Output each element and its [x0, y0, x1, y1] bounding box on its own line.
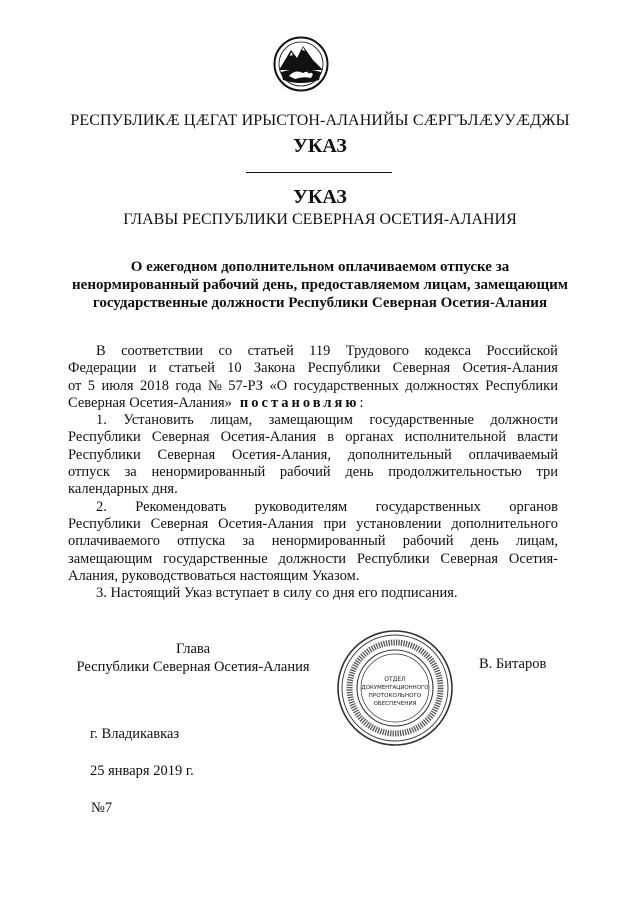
word: отпуска: [177, 533, 226, 550]
heading-line: государственные должности Республики Северная Осетия-Алания: [92, 295, 548, 311]
word: 2018: [139, 377, 169, 394]
decree-body: [68, 343, 558, 602]
word: Осетия-Алания: [218, 515, 314, 532]
body-line-decree: [68, 395, 558, 412]
word: 10: [227, 360, 242, 377]
word: власти: [517, 429, 558, 446]
word: рабочий: [402, 533, 454, 550]
decree-subtitle: ГЛАВЫ РЕСПУБЛИКИ СЕВЕРНАЯ ОСЕТИЯ-АЛАНИЯ: [123, 211, 517, 228]
word: в: [327, 429, 335, 446]
word: государственные: [369, 412, 474, 429]
word: отпуск: [68, 464, 110, 481]
word: Республики: [485, 377, 558, 394]
word: №: [207, 377, 222, 394]
body-text-fragment: Северная Осетия-Алания»: [68, 394, 232, 411]
body-line: [68, 429, 558, 446]
word: за: [242, 533, 255, 550]
official-seal-stamp: [335, 628, 455, 748]
word: исполнительной: [404, 429, 506, 446]
word: Республики: [307, 360, 381, 377]
word: установлении: [356, 515, 442, 532]
word: июля: [101, 377, 134, 394]
word: оплачиваемого: [68, 533, 160, 550]
body-line: [68, 499, 558, 516]
seal-text: ДОКУМЕНТАЦИОННОГО: [361, 685, 429, 691]
word: 5: [87, 377, 96, 394]
word: три: [536, 464, 558, 481]
word: со: [218, 343, 233, 359]
word: 1.: [96, 412, 107, 429]
body-line: [68, 360, 558, 377]
word: оплачиваемый: [468, 446, 558, 463]
body-line: [68, 412, 558, 429]
word: ненормированный: [271, 533, 386, 550]
word: кодекса: [424, 343, 472, 359]
word: Северная: [151, 429, 210, 446]
divider-line: [246, 172, 392, 173]
word: день: [345, 464, 374, 481]
body-line: Алания, руководствоваться настоящим Указом.: [68, 567, 360, 584]
republic-name-ossetian: РЕСПУБЛИКӔ ЦӔГАТ ИРЫСТОН-АЛАНИЙЫ СӔРГЪЛӔУУӔДЖЫ: [70, 112, 570, 129]
signatory-title: [68, 640, 318, 676]
word: Установить: [123, 412, 194, 429]
decree-number: №7: [91, 800, 113, 816]
word: дополнительного: [451, 515, 558, 532]
word: органов: [509, 498, 558, 515]
word: соответствии: [121, 343, 204, 359]
word: Республики: [68, 446, 141, 463]
word: года: [175, 377, 202, 394]
body-line: [68, 516, 558, 533]
word: продолжительностью: [388, 464, 522, 481]
word: Рекомендовать: [135, 498, 227, 515]
signatory-title-line: Глава: [175, 641, 211, 657]
word: Республики: [68, 515, 141, 532]
word: лицам,: [516, 533, 558, 550]
body-line: [68, 533, 558, 550]
body-line: календарных дня.: [68, 481, 178, 498]
decree-heading: [60, 258, 580, 312]
word: Северная: [440, 550, 499, 567]
issue-date: 25 января 2019 г.: [90, 763, 194, 779]
word: за: [124, 464, 137, 481]
signatory-name: В. Битаров: [479, 656, 547, 672]
word: государственные: [163, 550, 268, 567]
seal-text: ПРОТОКОЛЬНОГО: [368, 693, 422, 699]
word: Федерации: [68, 360, 137, 377]
word: и: [148, 360, 157, 377]
body-line: [68, 343, 558, 360]
word: Трудового: [345, 343, 409, 359]
word: дополнительный: [347, 446, 452, 463]
decree-word: постановляю: [239, 394, 360, 411]
word: статьей: [168, 360, 215, 377]
word: замещающим: [268, 412, 353, 429]
word: Осетия-Алания: [220, 429, 317, 446]
word: 57-РЗ: [228, 377, 264, 394]
word: «О: [269, 377, 288, 394]
body-line: [68, 551, 558, 568]
heading-line: ненормированный рабочий день, предоставляемом лицам, замещающим: [72, 277, 568, 293]
word: от: [68, 377, 82, 394]
body-line: 3. Настоящий Указ вступает в силу со дня его подписания.: [96, 585, 458, 602]
word: В: [96, 343, 106, 359]
word: Республики: [356, 550, 430, 567]
word: Осетия-Алания: [462, 360, 558, 377]
decree-colon: :: [359, 394, 364, 411]
word: должности: [278, 550, 347, 567]
word: руководителям: [254, 498, 348, 515]
body-line: [68, 378, 558, 395]
word: Северная: [392, 360, 451, 377]
issue-city: г. Владикавказ: [90, 726, 180, 742]
word: при: [323, 515, 347, 532]
word: государственных: [293, 377, 399, 394]
word: день: [470, 533, 499, 550]
word: Северная: [157, 446, 216, 463]
decree-title-ossetian: УКАЗ: [293, 135, 347, 157]
seal-text: ОТДЕЛ: [384, 676, 406, 683]
word: Северная: [150, 515, 209, 532]
body-line: [68, 447, 558, 464]
word: Осетия-Алания,: [231, 446, 331, 463]
word: Российской: [486, 343, 558, 359]
heading-line: О ежегодном дополнительном оплачиваемом отпуске за: [130, 259, 510, 275]
word: Осетия-: [508, 550, 558, 567]
word: ненормированный: [151, 464, 266, 481]
word: органах: [345, 429, 394, 446]
coat-of-arms-emblem: [273, 36, 329, 92]
body-line: [68, 464, 558, 481]
word: замещающим: [68, 550, 153, 567]
seal-text: ОБЕСПЕЧЕНИЯ: [373, 701, 417, 707]
word: 119: [309, 343, 331, 359]
word: должности: [490, 412, 558, 429]
signatory-title-line: Республики Северная Осетия-Алания: [76, 659, 310, 675]
word: рабочий: [279, 464, 331, 481]
word: лицам,: [210, 412, 253, 429]
word: Республики: [68, 429, 141, 446]
word: Закона: [253, 360, 296, 377]
word: должностях: [405, 377, 479, 394]
word: государственных: [375, 498, 481, 515]
word: 2.: [96, 498, 107, 515]
decree-title: УКАЗ: [293, 186, 347, 208]
word: статьей: [247, 343, 294, 359]
